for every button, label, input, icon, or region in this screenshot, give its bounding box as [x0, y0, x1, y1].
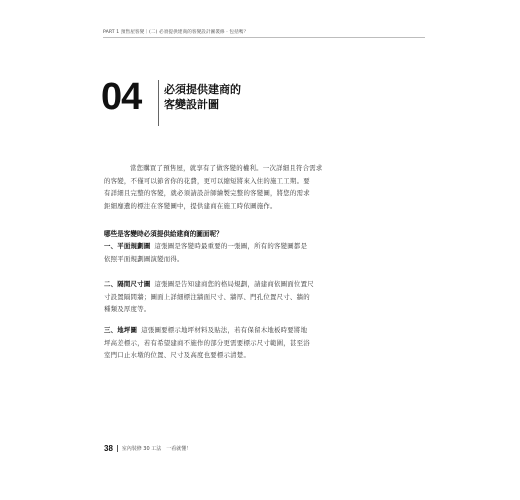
intro-line: 有詳細且完整的客變，就必須請設計師繪製完整的客變圖，將您的需求 — [104, 189, 310, 198]
chapter-title — [164, 82, 241, 112]
list-item-line: 依照平面規劃圖演變而得。 — [104, 254, 184, 263]
chapter-number: 04 — [101, 76, 142, 118]
intro-line: 當您購買了預售屋，就享有了做客變的權利。一次詳細且符合需求 — [130, 164, 323, 172]
title-divider — [158, 80, 159, 126]
list-item-flooring-plan — [104, 324, 426, 362]
intro-paragraph — [104, 162, 426, 212]
page-number: 38 — [104, 444, 113, 453]
list-item-line: 室門口止水墩的位置、尺寸及高度也要標示清楚。 — [104, 351, 251, 360]
intro-line: 的客變，不僅可以節省你的花費，更可以縮短將來入住的施工工期。要 — [104, 176, 310, 185]
list-item-line — [104, 278, 426, 291]
list-item-partition-plan — [104, 278, 426, 316]
book-title: 室內裝修 30 工法 一看就懂！ — [121, 446, 192, 452]
running-header: PART 1 預售屋客變｜(二) 必須提供建商的客變設計圖裝修 · 包括嗎？ — [103, 30, 249, 35]
list-item-heading: 三、地坪圖 — [104, 326, 138, 334]
section-question: 哪些是客變時必須提供給建商的圖面呢？ — [104, 230, 223, 238]
list-item-floor-plan — [104, 240, 426, 265]
list-item-line: 坪高差標示，若有希望建商不施作的部分更需要標示尺寸範圍，甚至浴 — [104, 338, 310, 347]
list-item-line — [104, 240, 426, 253]
list-item-heading: 一、平面規劃圖 — [104, 242, 151, 250]
list-item-text: 這張圖要標示地坪材料及貼法，若有保留木地板時要將地 — [141, 326, 308, 334]
intro-line: 鉅細靡遺的標注在客變圖中，提供建商在施工時依圖施作。 — [104, 201, 277, 210]
chapter-title-line-2: 客變設計圖 — [164, 98, 219, 111]
list-item-text: 這張圖是告知建商您的格局規劃，請建商依圖面位置尺 — [154, 280, 314, 288]
list-item-text: 這張圖是客變時最重要的一張圖，所有的客變圖都是 — [154, 242, 308, 250]
list-item-heading: 二、隔間尺寸圖 — [104, 280, 151, 288]
list-item-line — [104, 324, 426, 337]
page-footer — [104, 444, 191, 453]
chapter-title-line-1: 必須提供建商的 — [164, 83, 241, 96]
header-divider — [103, 37, 425, 38]
list-item-line: 種類及厚度等。 — [104, 305, 151, 314]
footer-divider — [117, 445, 118, 452]
list-item-line: 寸設置隔間牆；圖面上詳細標注牆面尺寸、牆厚、門孔位置尺寸、牆的 — [104, 292, 310, 301]
